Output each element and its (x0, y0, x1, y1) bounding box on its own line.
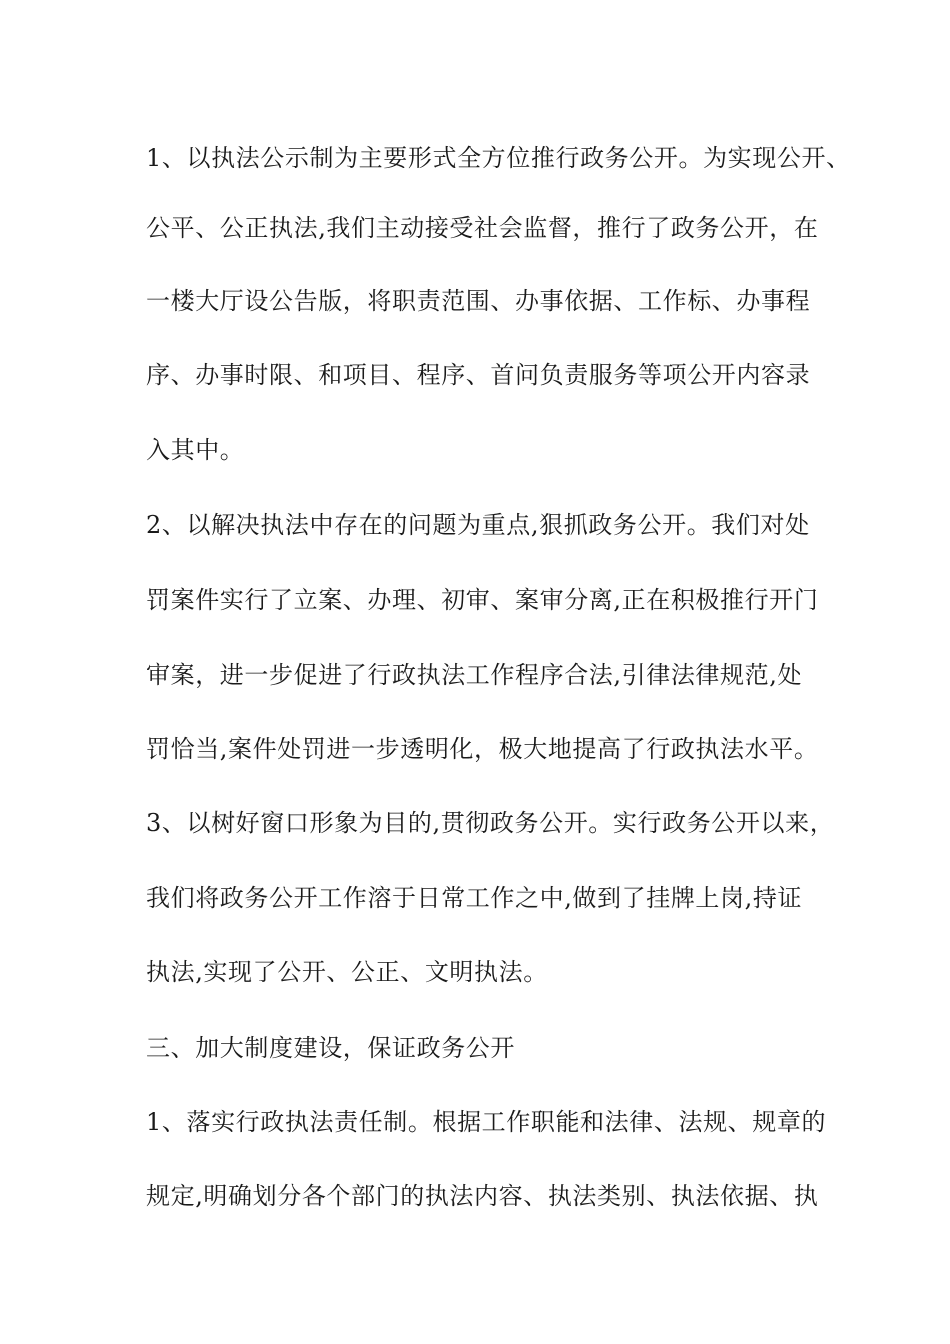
text-line: 公平、公正执法,我们主动接受社会监督，推行了政务公开，在 (146, 214, 819, 242)
text-line: 1、落实行政执法责任制。根据工作职能和法律、法规、规章的 (146, 1108, 827, 1136)
text-line: 序、办事时限、和项目、程序、首问负责服务等项公开内容录 (146, 361, 811, 389)
text-line: 一楼大厅设公告版，将职责范围、办事依据、工作标、办事程 (146, 287, 811, 315)
text-line: 入其中。 (146, 436, 245, 464)
text-line: 规定,明确划分各个部门的执法内容、执法类别、执法依据、执 (146, 1182, 819, 1210)
text-line: 执法,实现了公开、公正、文明执法。 (146, 958, 548, 986)
text-line: 罚案件实行了立案、办理、初审、案审分离,正在积极推行开门 (146, 586, 819, 614)
text-line: 审案，进一步促进了行政执法工作程序合法,引律法律规范,处 (146, 661, 803, 689)
text-line: 罚恰当,案件处罚进一步透明化，极大地提高了行政执法水平。 (146, 735, 819, 763)
text-line: 1、以执法公示制为主要形式全方位推行政务公开。为实现公开、 (146, 144, 851, 172)
text-line: 2、以解决执法中存在的问题为重点,狠抓政务公开。我们对处 (146, 511, 810, 539)
text-line: 3、以树好窗口形象为目的,贯彻政务公开。实行政务公开以来， (146, 809, 835, 837)
section-heading: 三、加大制度建设，保证政务公开 (146, 1034, 515, 1062)
text-line: 我们将政务公开工作溶于日常工作之中,做到了挂牌上岗,持证 (146, 884, 803, 912)
